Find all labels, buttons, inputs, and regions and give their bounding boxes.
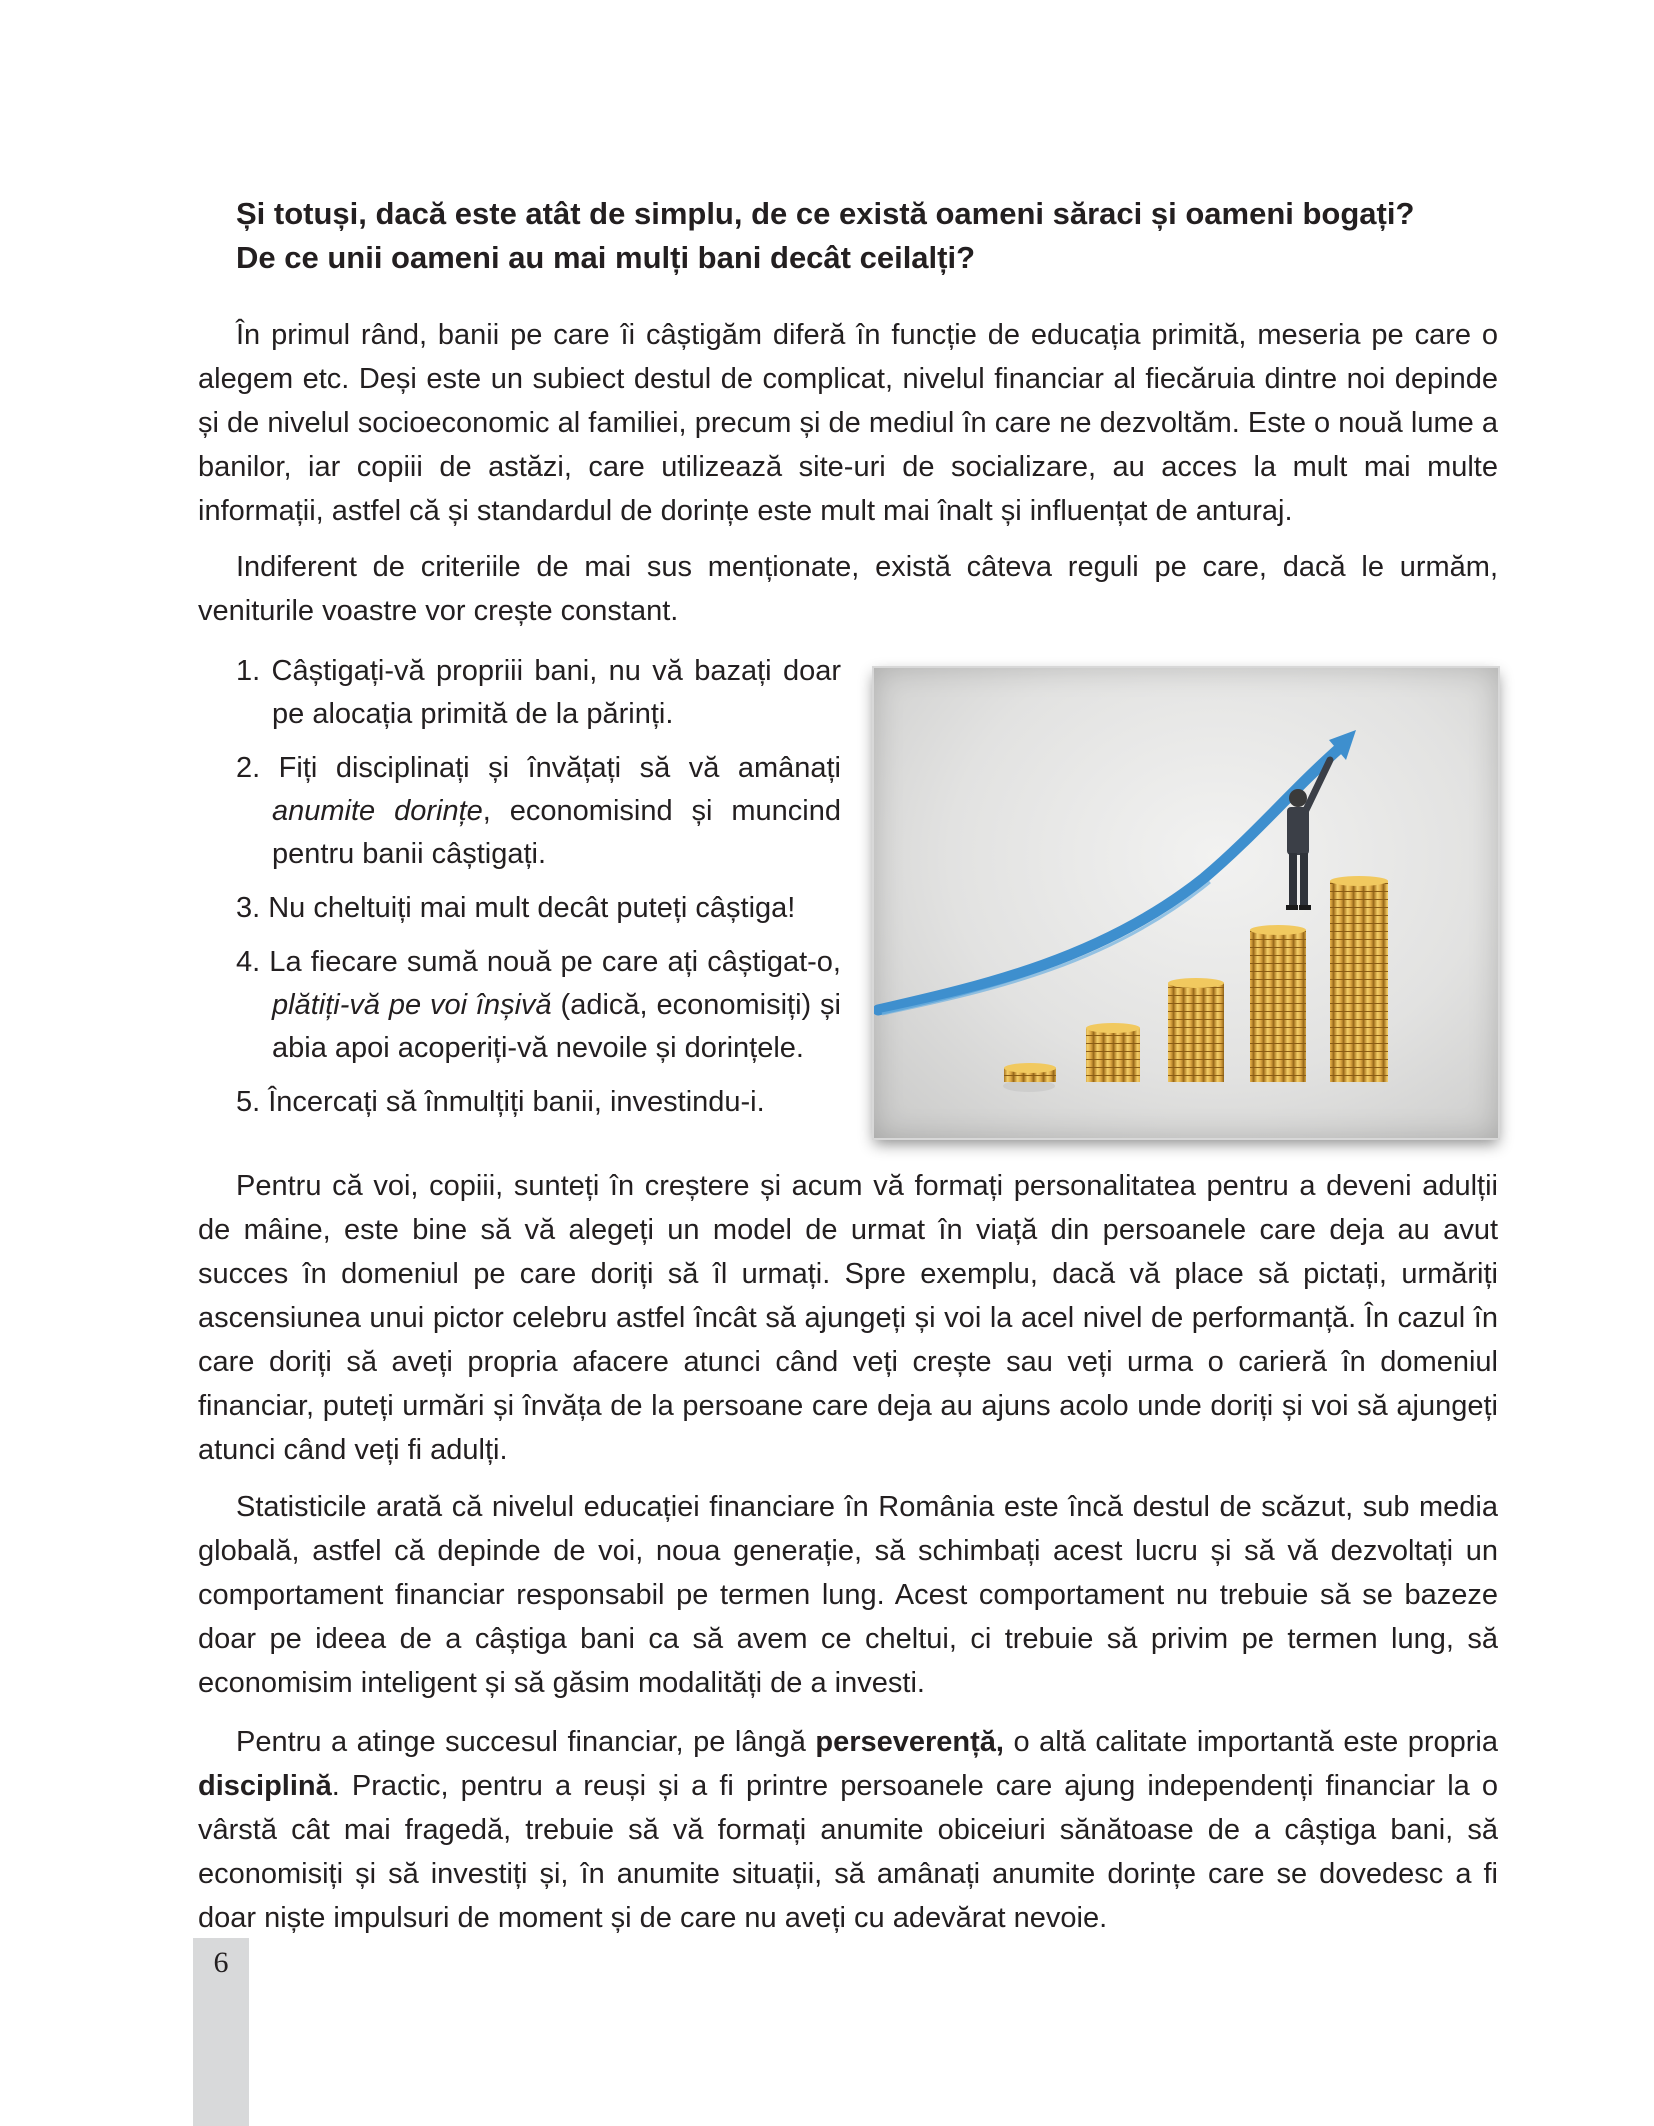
coin-stacks: [1003, 876, 1388, 1092]
paragraph-role-model: Pentru că voi, copiii, sunteți în creștere și acum vă formați personalitatea pentru a deveni adulții de mâine, este bine să vă alegeți un model de urmat în viață din persoanele care deja au avut succes în domeniul pe care doriți să îl urmați. Spre exemplu, dacă vă place să pictați, urmăriți ascensiunea unui pictor celebru astfel încât să ajungeți și voi la acel nivel de performanță. În cazul în care doriți să aveți propria afacere atunci când veți crește sau veți urma o carieră în domeniul financiar, puteți urmări și învăța de la persoane care deja au ajuns acolo unde doriți și voi să ajungeți atunci când veți fi adulți.: [198, 1170, 1498, 1466]
rule-item-5: 5. Încercați să înmulțiți banii, investindu-i.: [236, 1086, 765, 1118]
heading-line-1: Și totuși, dacă este atât de simplu, de ce există oameni săraci și oameni bogați?: [236, 196, 1415, 231]
paragraph-discipline: Pentru a atinge succesul financiar, pe lângă perseverență, o altă calitate importantă este propria disciplină. Practic, pentru a reuși și a fi printre persoanele care ajung independenți financiar la o vârstă cât mai fragedă, trebuie să vă formați anumite obiceiuri sănătoase de a câștiga bani, să economisiți și să investiți și, în anumite situații, să amânați anumite dorințe care se dovedesc a fi doar niște impulsuri de moment și de care nu aveți cu adevărat nevoie.: [198, 1726, 1498, 1934]
page-number-tab: [193, 1938, 249, 2126]
rule-item-4: 4. La fiecare sumă nouă pe care ați câștigat-o, plătiți-vă pe voi înșivă (adică, economisiți) și abia apoi acoperiți-vă nevoile și dorințele.: [236, 946, 841, 1064]
paragraph-intro: În primul rând, banii pe care îi câștigăm diferă în funcție de educația primită, meseria pe care o alegem etc. Deși este un subiect destul de complicat, nivelul financiar al fiecăruia dintre noi depinde și de nivelul socioeconomic al familiei, precum și de mediul în care ne dezvoltăm. Este o nouă lume a banilor, iar copiii de astăzi, care utilizează site-uri de socializare, au acces la mult mai multe informații, astfel că și standardul de dorințe este mult mai înalt și influențat de anturaj.: [198, 319, 1498, 527]
heading-line-2: De ce unii oameni au mai mulți bani decât ceilalți?: [236, 240, 976, 275]
coins-and-arrow-drawing: [874, 668, 1498, 1138]
rule-item-3: 3. Nu cheltuiți mai mult decât puteți câștiga!: [236, 892, 796, 924]
rule-item-2: 2. Fiți disciplinați și învățați să vă amânați anumite dorințe, economisind și muncind pentru banii câștigați.: [236, 752, 841, 870]
page-number: 6: [213, 1946, 229, 1979]
section-heading: [236, 192, 1496, 280]
paragraph-statistics: Statisticile arată că nivelul educației financiare în România este încă destul de scăzut, sub media globală, astfel că depinde de voi, noua generație, să schimbați acest lucru și să vă dezvoltați un comportament financiar responsabil pe termen lung. Acest comportament nu trebuie să se bazeze doar pe ideea de a câștiga bani ca să avem ce cheltui, ci trebuie să privim pe termen lung, să economisim inteligent și să găsim modalități de a investi.: [198, 1491, 1498, 1699]
rule-item-1: 1. Câștigați-vă propriii bani, nu vă bazați doar pe alocația primită de la părinți.: [236, 655, 841, 730]
rules-list: [236, 650, 841, 1135]
growth-illustration: [874, 668, 1498, 1138]
paragraph-rules-intro: Indiferent de criteriile de mai sus menționate, există câteva reguli pe care, dacă le urmăm, veniturile voastre vor crește constant.: [198, 551, 1498, 627]
